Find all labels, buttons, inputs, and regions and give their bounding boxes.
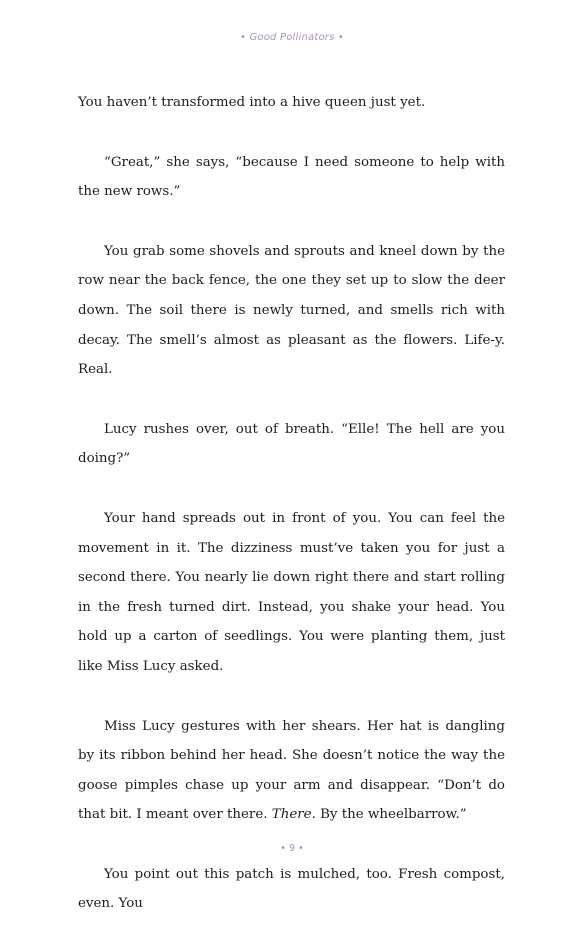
paragraph-6 [78,712,505,830]
paragraph-7 [78,860,505,919]
paragraph-text: Miss Lucy gestures with her shears. Her hat is dangling by its ribbon behind her head. She doesn’t notice the way the goose pimples chase up your arm and disappear. “Don’t do that bit. I meant over there. [78,718,505,823]
paragraph-2 [78,148,505,207]
paragraph-text: You point out this patch is mulched, too. Fresh compost, even. You [78,866,505,912]
paragraph-text: You haven’t transformed into a hive queen just yet. [78,95,426,110]
paragraph-5 [78,504,505,682]
paragraph-text: “Great,” she says, “because I need someone to help with the new rows.” [78,154,505,200]
paragraph-4 [78,415,505,474]
paragraph-1 [78,88,505,118]
paragraph-text: By the wheelbarrow.” [315,807,467,823]
emphasized-text: There. [271,807,316,823]
page-body [78,88,505,949]
running-header-title: • Good Pollinators • [240,32,344,43]
paragraph-text: Lucy rushes over, out of breath. “Elle! The hell are you doing?” [78,421,505,467]
paragraph-3 [78,237,505,385]
paragraph-text: Your hand spreads out in front of you. You can feel the movement in it. The dizziness must’ve taken you for just a second there. You nearly lie down right there and start rolling in the fresh turned dirt. Instead, you shake your head. You hold up a carton of seedlings. You were planting them, just like Miss Lucy asked. [78,510,505,674]
page-number: • 9 • [280,843,304,854]
paragraph-text: You grab some shovels and sprouts and kneel down by the row near the back fence, the one they set up to slow the deer down. The soil there is newly turned, and smells rich with decay. The smell’s almost as pleasant as the flowers. Life-y. Real. [78,243,505,378]
